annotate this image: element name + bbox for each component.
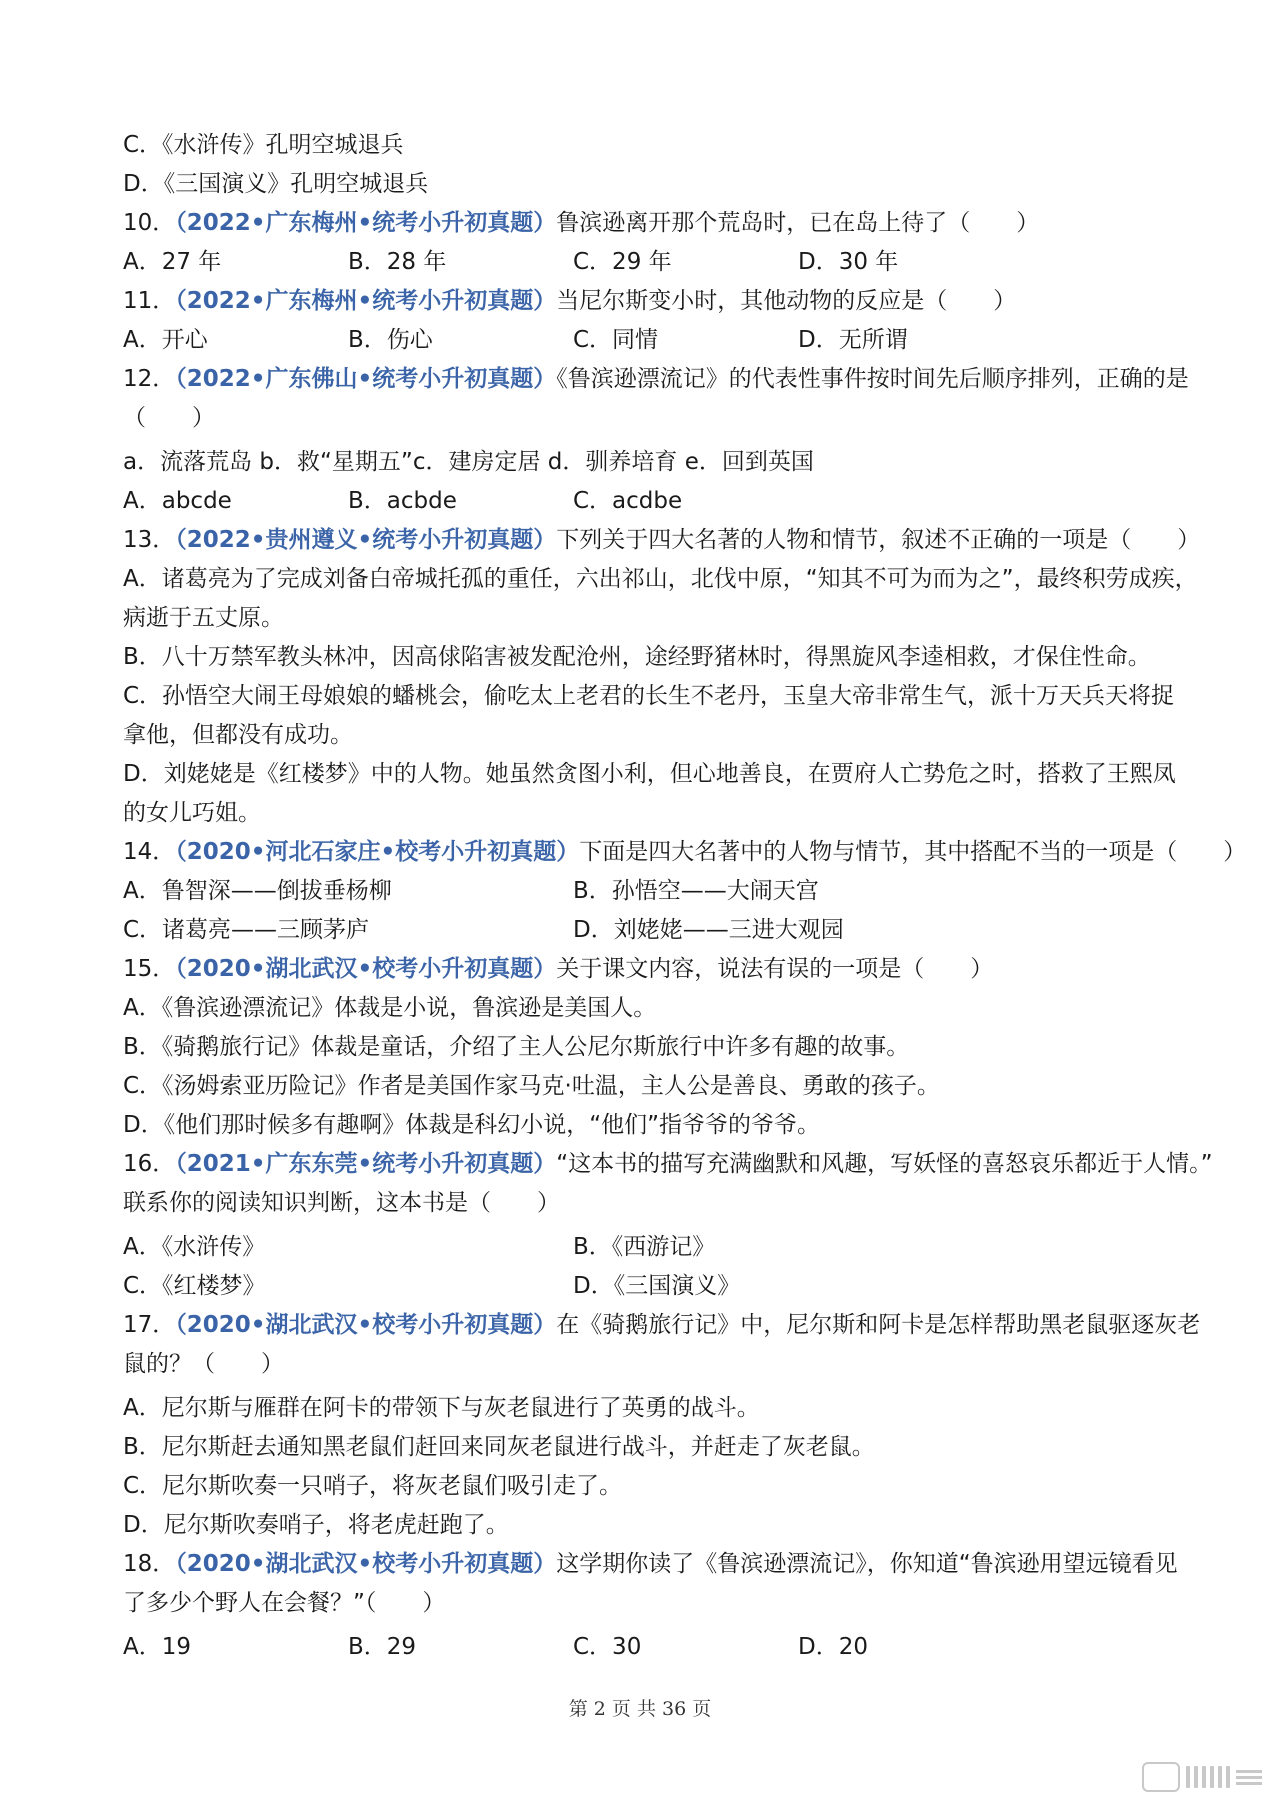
question-12-items: a．流落荒岛 b．救“星期五”c．建房定居 d．驯养培育 e．回到英国 — [123, 449, 814, 475]
option-c: C．诸葛亮——三顾茅庐 — [123, 917, 370, 943]
question-number: 16． — [123, 1151, 176, 1177]
option-b: B．29 — [348, 1634, 417, 1660]
option-d: D．刘姥姥是《红楼梦》中的人物。她虽然贪图小利，但心地善良，在贾府人亡势危之时，搭救了王熙凤 — [123, 761, 1176, 787]
option-c: C．30 — [573, 1634, 642, 1660]
question-12-paren: （ ） — [123, 405, 215, 431]
question-text: 在《骑鹅旅行记》中，尼尔斯和阿卡是怎样帮助黑老鼠驱逐灰老 — [556, 1312, 1201, 1338]
option-a: A．《鲁滨逊漂流记》体裁是小说，鲁滨逊是美国人。 — [123, 995, 657, 1021]
option-a: A．abcde — [123, 488, 232, 514]
option-c-cont: 拿他，但都没有成功。 — [123, 722, 353, 748]
option-b: B．尼尔斯赶去通知黑老鼠们赶回来同灰老鼠进行战斗，并赶走了灰老鼠。 — [123, 1434, 875, 1460]
option-d: D．《三国演义》 — [573, 1273, 741, 1299]
question-11-options — [123, 321, 1183, 360]
option-d: D．《他们那时候多有趣啊》体裁是科幻小说，“他们”指爷爷的爷爷。 — [123, 1112, 821, 1138]
question-text: 这学期你读了《鲁滨逊漂流记》，你知道“鲁滨逊用望远镜看见 — [556, 1551, 1178, 1577]
option-a: A．开心 — [123, 327, 208, 353]
pill-icon — [1142, 1762, 1180, 1792]
option-a: A．诸葛亮为了完成刘备白帝城托孤的重任，六出祁山，北伐中原，“知其不可为而为之”，最终积劳成疾， — [123, 566, 1198, 592]
option-b: B．伤心 — [348, 327, 433, 353]
page-footer: 第 2 页 共 36 页 — [568, 1698, 712, 1720]
question-16 — [123, 1145, 1213, 1184]
question-13 — [123, 521, 1201, 560]
question-15 — [123, 950, 1183, 989]
question-10 — [123, 204, 1183, 243]
bars-icon — [1186, 1766, 1230, 1788]
q9-option-c: C．《水浒传》孔明空城退兵 — [123, 132, 404, 158]
question-number: 11． — [123, 288, 176, 314]
question-number: 14． — [123, 839, 176, 865]
option-c: C．acdbe — [573, 488, 683, 514]
option-c: C．尼尔斯吹奏一只哨子，将灰老鼠们吸引走了。 — [123, 1473, 623, 1499]
menu-icon — [1236, 1770, 1262, 1785]
question-text: 《鲁滨逊漂流记》的代表性事件按时间先后顺序排列，正确的是 — [556, 366, 1189, 392]
question-10-options — [123, 243, 1183, 282]
option-a: A．《水浒传》 — [123, 1234, 266, 1260]
option-c: C．同情 — [573, 327, 659, 353]
question-17 — [123, 1306, 1201, 1345]
question-source: （2020•湖北武汉•校考小升初真题） — [175, 956, 557, 982]
question-16-cont: 联系你的阅读知识判断，这本书是（ ） — [123, 1190, 560, 1216]
question-source: （2020•湖北武汉•校考小升初真题） — [175, 1312, 557, 1338]
option-d: D．20 — [798, 1634, 868, 1660]
option-d: D．无所谓 — [798, 327, 908, 353]
question-source: （2022•广东佛山•统考小升初真题） — [175, 366, 557, 392]
question-text: 当尼尔斯变小时，其他动物的反应是（ ） — [556, 288, 1017, 314]
option-b: B．《骑鹅旅行记》体裁是童话，介绍了主人公尼尔斯旅行中许多有趣的故事。 — [123, 1034, 910, 1060]
question-source: （2022•广东梅州•统考小升初真题） — [175, 288, 557, 314]
question-14 — [123, 833, 1247, 872]
option-b: B．八十万禁军教头林冲，因高俅陷害被发配沧州，途经野猪林时，得黑旋风李逵相救，才保住性命。 — [123, 644, 1151, 670]
option-d: D．刘姥姥——三进大观园 — [573, 917, 844, 943]
question-16-options-row1 — [123, 1228, 1183, 1267]
question-18-cont: 了多少个野人在会餐？”（ ） — [123, 1590, 446, 1616]
question-text: 下面是四大名著中的人物与情节，其中搭配不当的一项是（ ） — [579, 839, 1247, 865]
question-12-options — [123, 482, 1183, 521]
question-text: 下列关于四大名著的人物和情节，叙述不正确的一项是（ ） — [556, 527, 1201, 553]
question-source: （2020•湖北武汉•校考小升初真题） — [175, 1551, 557, 1577]
toutiao-watermark-icon — [1142, 1762, 1262, 1792]
question-11 — [123, 282, 1183, 321]
question-text: 鲁滨逊离开那个荒岛时，已在岛上待了（ ） — [556, 210, 1040, 236]
question-number: 17． — [123, 1312, 176, 1338]
question-number: 13． — [123, 527, 176, 553]
option-a: A．27 年 — [123, 249, 222, 275]
option-b: B．acbde — [348, 488, 457, 514]
option-d: D．30 年 — [798, 249, 899, 275]
question-number: 15． — [123, 956, 176, 982]
option-c: C．《红楼梦》 — [123, 1273, 266, 1299]
question-source: （2021•广东东莞•统考小升初真题） — [175, 1151, 557, 1177]
option-b: B．28 年 — [348, 249, 447, 275]
question-text: 关于课文内容，说法有误的一项是（ ） — [556, 956, 994, 982]
question-14-options-row2 — [123, 911, 1183, 950]
question-content — [123, 126, 1247, 1667]
question-14-options-row1 — [123, 872, 1183, 911]
option-a: A．19 — [123, 1634, 192, 1660]
option-a: A．鲁智深——倒拔垂杨柳 — [123, 878, 392, 904]
question-source: （2020•河北石家庄•校考小升初真题） — [175, 839, 580, 865]
option-d-cont: 的女儿巧姐。 — [123, 800, 261, 826]
question-12 — [123, 360, 1189, 399]
question-16-options-row2 — [123, 1267, 1183, 1306]
option-b: B．孙悟空——大闹天宫 — [573, 878, 819, 904]
option-c: C．孙悟空大闹王母娘娘的蟠桃会，偷吃太上老君的长生不老丹，玉皇大帝非常生气，派十万天兵天将捉 — [123, 683, 1175, 709]
question-text: “这本书的描写充满幽默和风趣，写妖怪的喜怒哀乐都近于人情。” — [556, 1151, 1213, 1177]
option-a-cont: 病逝于五丈原。 — [123, 605, 284, 631]
option-c: C．29 年 — [573, 249, 672, 275]
question-number: 18． — [123, 1551, 176, 1577]
question-18 — [123, 1545, 1183, 1584]
question-number: 10． — [123, 210, 176, 236]
q9-option-d: D．《三国演义》孔明空城退兵 — [123, 171, 429, 197]
question-source: （2022•广东梅州•统考小升初真题） — [175, 210, 557, 236]
option-d: D．尼尔斯吹奏哨子，将老虎赶跑了。 — [123, 1512, 509, 1538]
question-18-options — [123, 1628, 1183, 1667]
question-source: （2022•贵州遵义•统考小升初真题） — [175, 527, 557, 553]
question-17-cont: 鼠的？（ ） — [123, 1351, 284, 1377]
option-c: C．《汤姆索亚历险记》作者是美国作家马克·吐温，主人公是善良、勇敢的孩子。 — [123, 1073, 940, 1099]
option-a: A．尼尔斯与雁群在阿卡的带领下与灰老鼠进行了英勇的战斗。 — [123, 1395, 760, 1421]
option-b: B．《西游记》 — [573, 1234, 716, 1260]
question-number: 12． — [123, 366, 176, 392]
